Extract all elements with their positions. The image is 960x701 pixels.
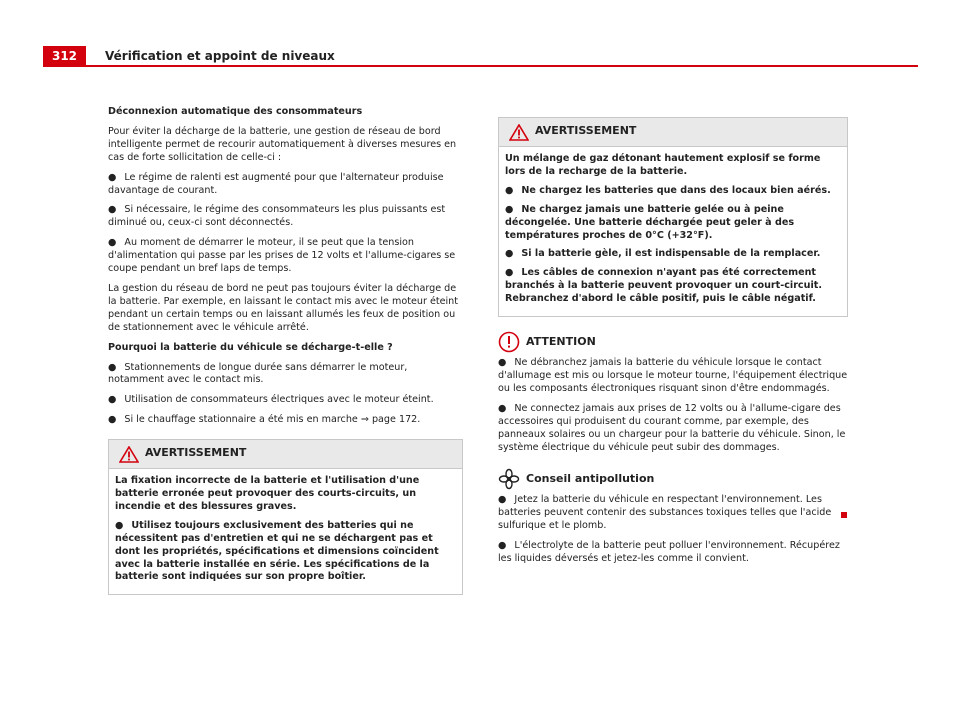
eco-header xyxy=(498,468,848,490)
bullet-item: ● Si le chauffage stationnaire a été mis en marche ⇒ page 172. xyxy=(108,414,421,426)
attention-header xyxy=(498,331,848,353)
warning-body xyxy=(109,469,462,594)
bullet-item: ● Si nécessaire, le régime des consommateurs les plus puissants est diminué ou, ceux-ci sont déconnectés. xyxy=(108,204,446,229)
section-heading: Déconnexion automatique des consommateurs xyxy=(108,106,363,117)
warning-icon xyxy=(119,446,139,463)
bullet-item: ● Jetez la batterie du véhicule en respectant l'environnement. Les batteries peuvent contenir des substances toxiques telles que l'acide sulfurique et le plomb. xyxy=(498,494,832,532)
bullet-item: ● Le régime de ralenti est augmenté pour que l'alternateur produise davantage de courant. xyxy=(108,171,444,196)
paragraph: La gestion du réseau de bord ne peut pas toujours éviter la décharge de la batterie. Par exemple, en laissant le contact mis avec le moteur éteint pendant un certain temps ou en laissant allumés les feux de position ou de stationnement avec le véhicule arrêté. xyxy=(108,282,459,333)
bullet-item: ● L'électrolyte de la batterie peut polluer l'environnement. Récupérez les liquides déversés et jetez-les comme il convient. xyxy=(498,540,840,565)
paragraph: Pour éviter la décharge de la batterie, une gestion de réseau de bord intelligente permet de recourir automatiquement à diverses mesures en cas de forte sollicitation de celle-ci : xyxy=(108,125,457,163)
header-rule xyxy=(43,65,918,67)
warning-header xyxy=(109,440,462,469)
left-column xyxy=(108,106,463,595)
warning-box xyxy=(108,439,463,595)
attention-icon xyxy=(498,331,520,353)
right-column xyxy=(498,117,848,573)
warning-text: La fixation incorrecte de la batterie et l'utilisation d'une batterie erronée peut provoquer des courts-circuits, un incendie et des blessures graves. xyxy=(115,475,420,512)
bullet-item: ● Ne chargez jamais une batterie gelée ou à peine décongelée. Une batterie déchargée peut geler à des températures proches de 0°C (+32°F). xyxy=(505,203,795,241)
page-header xyxy=(43,46,918,66)
warning-header xyxy=(499,118,847,147)
warning-title: AVERTISSEMENT xyxy=(535,124,637,137)
bullet-item: ● Si la batterie gèle, il est indispensable de la remplacer. xyxy=(505,248,821,260)
bullet-item: ● Ne débranchez jamais la batterie du véhicule lorsque le contact d'allumage est mis ou lorsque le moteur tourne, l'équipement électrique ou les composants électroniques risquant sinon d'être endommagés. xyxy=(498,357,848,394)
warning-box xyxy=(498,117,848,317)
bullet-item: ● Au moment de démarrer le moteur, il se peut que la tension d'alimentation qui passe par les prises de 12 volts et l'allume-cigares se coupe pendant un bref laps de temps. xyxy=(108,237,456,275)
bullet-item: ● Ne connectez jamais aux prises de 12 volts ou à l'allume-cigare des accessoires qui produisent du courant comme, par exemple, des panneaux solaires ou un chargeur pour la batterie du véhicule. Sinon, le système électrique du véhicule peut subir des dommages. xyxy=(498,402,846,453)
running-title: Vérification et appoint de niveaux xyxy=(105,49,335,63)
bullet-item: ● Ne chargez les batteries que dans des locaux bien aérés. xyxy=(505,184,831,196)
section-heading: Pourquoi la batterie du véhicule se décharge-t-elle ? xyxy=(108,341,393,353)
eco-flower-icon xyxy=(498,468,520,490)
attention-title: ATTENTION xyxy=(526,335,596,349)
eco-title: Conseil antipollution xyxy=(526,472,655,486)
warning-text: Un mélange de gaz détonant hautement explosif se forme lors de la recharge de la batterie. xyxy=(505,153,821,177)
warning-title: AVERTISSEMENT xyxy=(145,446,247,460)
bullet-item: ● Utilisation de consommateurs électriques avec le moteur éteint. xyxy=(108,394,434,406)
section-end-marker xyxy=(841,512,847,518)
bullet-item: ● Stationnements de longue durée sans démarrer le moteur, notamment avec le contact mis. xyxy=(108,361,408,386)
warning-icon xyxy=(509,124,529,141)
bullet-item: ● Utilisez toujours exclusivement des batteries qui ne nécessitent pas d'entretien et qui ne se déchargent pas et dont les propriétés, spécifications et dimensions coïncident avec la batterie installée en série. Les spécifications de la batterie sont indiquées sur son propre boîtier. xyxy=(115,519,439,583)
warning-body xyxy=(499,147,847,316)
page-number: 312 xyxy=(43,46,86,66)
bullet-item: ● Les câbles de connexion n'ayant pas été correctement branchés à la batterie peuvent provoquer un court-circuit. Rebranchez d'abord le câble positif, puis le câble négatif. xyxy=(505,267,822,305)
